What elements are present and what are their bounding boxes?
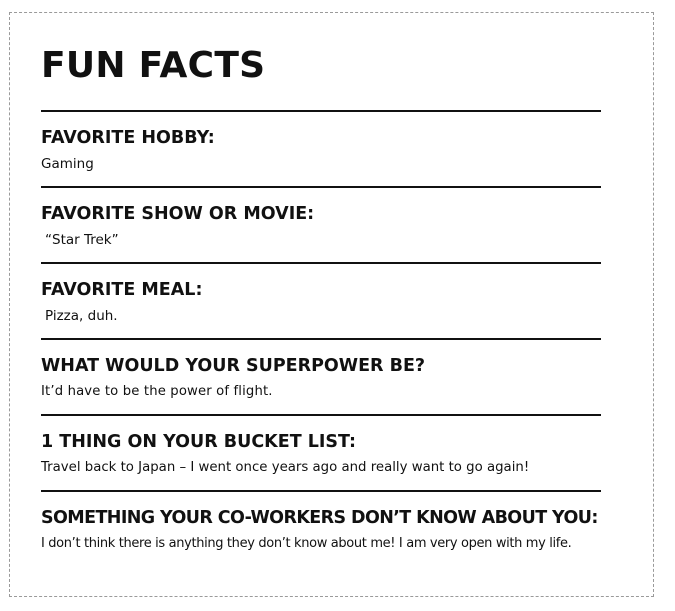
fact-answer: I don’t think there is anything they don’t know about me! I am very open with my life. <box>41 536 572 551</box>
fact-superpower <box>41 356 631 400</box>
divider <box>41 490 601 492</box>
divider <box>41 262 601 264</box>
fact-question: FAVORITE SHOW OR MOVIE: <box>41 204 315 224</box>
fact-question: FAVORITE MEAL: <box>41 280 203 300</box>
fact-favorite-meal <box>41 280 631 324</box>
fact-answer: Gaming <box>41 156 94 172</box>
fact-favorite-show <box>41 204 631 248</box>
fact-coworkers-dont-know <box>41 508 631 552</box>
fact-question: WHAT WOULD YOUR SUPERPOWER BE? <box>41 356 426 376</box>
fact-question: FAVORITE HOBBY: <box>41 128 215 148</box>
fact-question: 1 THING ON YOUR BUCKET LIST: <box>41 432 356 452</box>
fact-answer: Pizza, duh. <box>45 308 118 324</box>
fact-answer: Travel back to Japan – I went once years ago and really want to go again! <box>41 460 530 475</box>
page-title: FUN FACTS <box>41 45 266 86</box>
fact-bucket-list <box>41 432 631 476</box>
fact-favorite-hobby <box>41 128 631 172</box>
divider <box>41 110 601 112</box>
divider <box>41 414 601 416</box>
fact-answer: It’d have to be the power of flight. <box>41 384 273 399</box>
divider <box>41 186 601 188</box>
divider <box>41 338 601 340</box>
fact-question: SOMETHING YOUR CO-WORKERS DON’T KNOW ABOUT YOU: <box>41 508 598 528</box>
fact-answer: “Star Trek” <box>45 232 119 248</box>
fun-facts-card <box>9 12 654 597</box>
